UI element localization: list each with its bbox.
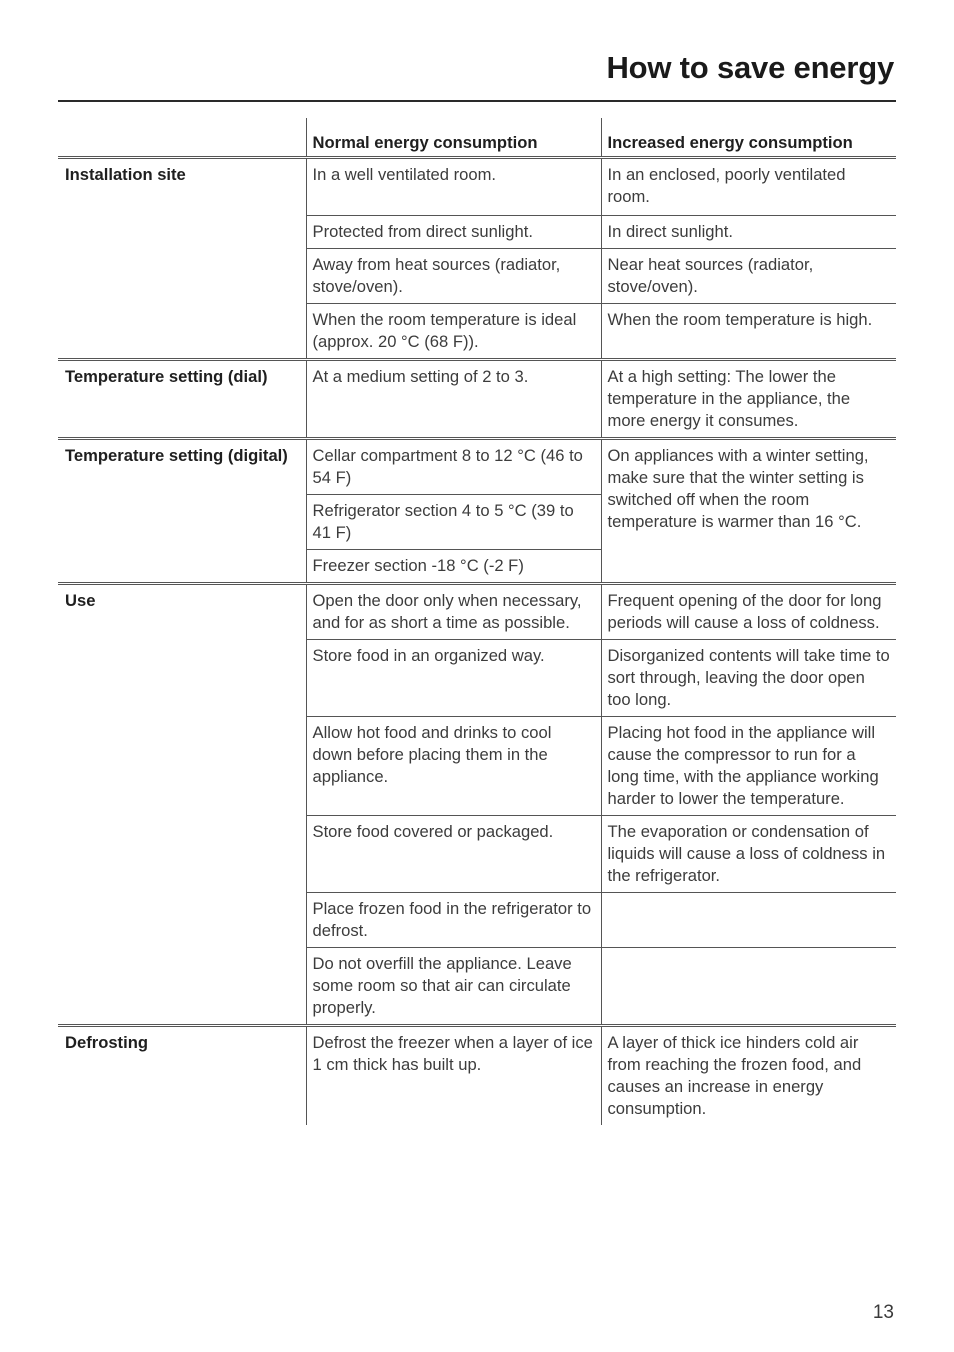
- increased-cell: [601, 948, 896, 1026]
- page-number: 13: [872, 1302, 894, 1323]
- table-row: [58, 584, 896, 640]
- normal-cell: Protected from direct sunlight.: [306, 216, 601, 249]
- normal-cell: Away from heat sources (radiator, stove/oven).: [306, 249, 601, 304]
- normal-cell: Allow hot food and drinks to cool down before placing them in the appliance.: [306, 717, 601, 816]
- category-temperature-dial: Temperature setting (dial): [58, 360, 306, 439]
- table-header-row: [58, 118, 896, 158]
- increased-cell: A layer of thick ice hinders cold air from reaching the frozen food, and causes an increase in energy consumption.: [601, 1026, 896, 1126]
- increased-cell: In direct sunlight.: [601, 216, 896, 249]
- increased-cell: Disorganized contents will take time to sort through, leaving the door open too long.: [601, 640, 896, 717]
- increased-cell: Placing hot food in the appliance will cause the compressor to run for a long time, with the appliance working harder to lower the temperature.: [601, 717, 896, 816]
- table-row: [58, 1026, 896, 1126]
- title-divider: [58, 100, 896, 102]
- table-row: [58, 439, 896, 495]
- category-use: Use: [58, 584, 306, 1026]
- table-row: [58, 158, 896, 216]
- increased-cell: Frequent opening of the door for long periods will cause a loss of coldness.: [601, 584, 896, 640]
- category-defrosting: Defrosting: [58, 1026, 306, 1126]
- increased-cell: The evaporation or condensation of liquids will cause a loss of coldness in the refrigerator.: [601, 816, 896, 893]
- normal-cell: When the room temperature is ideal (approx. 20 °C (68 F)).: [306, 304, 601, 360]
- increased-cell: In an enclosed, poorly ventilated room.: [601, 158, 896, 216]
- normal-cell: Place frozen food in the refrigerator to defrost.: [306, 893, 601, 948]
- normal-cell: Cellar compartment 8 to 12 °C (46 to 54 F): [306, 439, 601, 495]
- table-row: [58, 360, 896, 439]
- normal-cell: Store food in an organized way.: [306, 640, 601, 717]
- normal-cell: Open the door only when necessary, and for as short a time as possible.: [306, 584, 601, 640]
- normal-cell: Refrigerator section 4 to 5 °C (39 to 41 F): [306, 495, 601, 550]
- page-title: How to save energy: [606, 50, 894, 85]
- header-increased: Increased energy consumption: [601, 118, 896, 158]
- normal-cell: Defrost the freezer when a layer of ice 1 cm thick has built up.: [306, 1026, 601, 1126]
- increased-cell: When the room temperature is high.: [601, 304, 896, 360]
- increased-cell: Near heat sources (radiator, stove/oven).: [601, 249, 896, 304]
- increased-cell: [601, 893, 896, 948]
- category-temperature-digital: Temperature setting (digital): [58, 439, 306, 584]
- normal-cell: Store food covered or packaged.: [306, 816, 601, 893]
- header-category: [58, 118, 306, 158]
- normal-cell: In a well ventilated room.: [306, 158, 601, 216]
- increased-cell: On appliances with a winter setting, make sure that the winter setting is switched off when the room temperature is warmer than 16 °C.: [601, 439, 896, 584]
- normal-cell: Freezer section -18 °C (-2 F): [306, 550, 601, 584]
- increased-cell: At a high setting: The lower the temperature in the appliance, the more energy it consumes.: [601, 360, 896, 439]
- energy-table: [58, 118, 896, 1125]
- normal-cell: Do not overfill the appliance. Leave some room so that air can circulate properly.: [306, 948, 601, 1026]
- normal-cell: At a medium setting of 2 to 3.: [306, 360, 601, 439]
- header-normal: Normal energy consumption: [306, 118, 601, 158]
- category-installation-site: Installation site: [58, 158, 306, 360]
